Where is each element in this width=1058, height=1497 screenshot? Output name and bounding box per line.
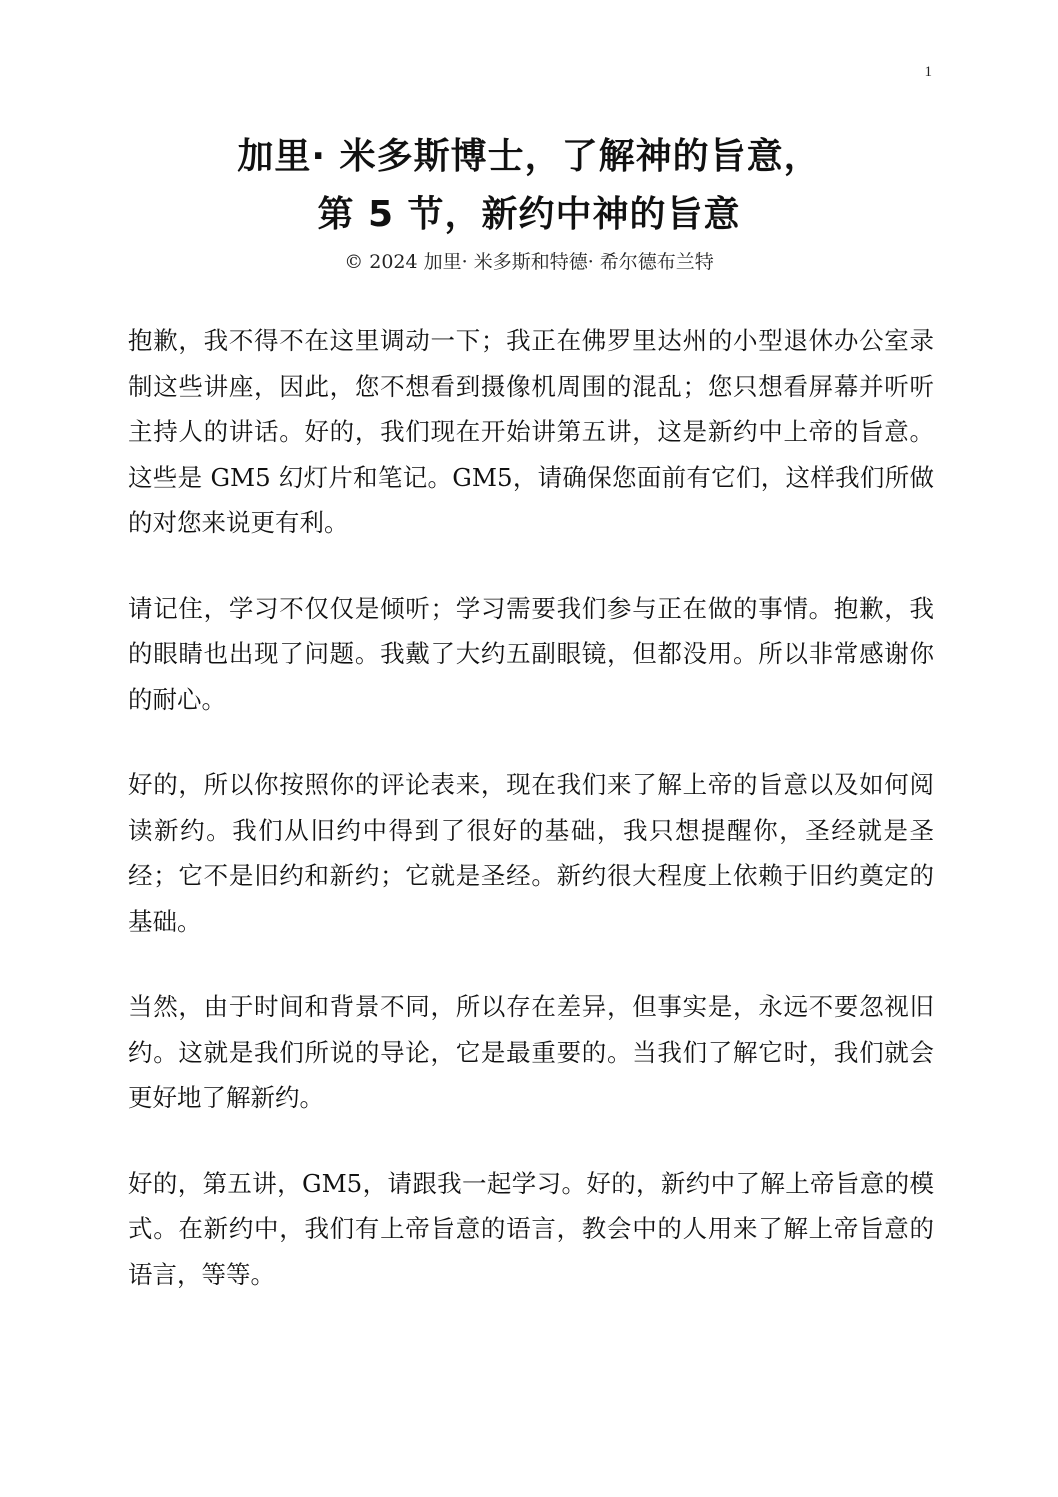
paragraph: 好的，第五讲，GM5，请跟我一起学习。好的，新约中了解上帝旨意的模式。在新约中，我们有上帝旨意的语言，教会中的人用来了解上帝旨意的语言，等等。 (128, 1168, 934, 1289)
document-header (0, 128, 1058, 276)
title-line-1: 加里· 米多斯博士，了解神的旨意， (237, 136, 821, 177)
paragraph: 好的，所以你按照你的评论表来，现在我们来了解上帝的旨意以及如何阅读新约。我们从旧约中得到了很好的基础，我只想提醒你，圣经就是圣经；它不是旧约和新约；它就是圣经。新约很大程度上依赖于旧约奠定的基础。 (128, 770, 934, 936)
copyright-notice: © 2024 加里· 米多斯和特德· 希尔德布兰特 (344, 251, 714, 273)
paragraph: 抱歉，我不得不在这里调动一下；我正在佛罗里达州的小型退休办公室录制这些讲座，因此，您不想看到摄像机周围的混乱；您只想看屏幕并听听主持人的讲话。好的，我们现在开始讲第五讲，这是新约中上帝的旨意。这些是 GM5 幻灯片和笔记。GM5，请确保您面前有它们，这样我们所做的对您来说更有利。 (128, 326, 934, 537)
document-body (128, 318, 934, 1337)
paragraph: 当然，由于时间和背景不同，所以存在差异，但事实是，永远不要忽视旧约。这就是我们所说的导论，它是最重要的。当我们了解它时，我们就会更好地了解新约。 (128, 992, 934, 1112)
paragraph: 请记住，学习不仅仅是倾听；学习需要我们参与正在做的事情。抱歉，我的眼睛也出现了问题。我戴了大约五副眼镜，但都没用。所以非常感谢你的耐心。 (128, 593, 934, 714)
title-line-2: 第 5 节，新约中神的旨意 (317, 194, 741, 235)
page-number: 1 (924, 64, 932, 80)
